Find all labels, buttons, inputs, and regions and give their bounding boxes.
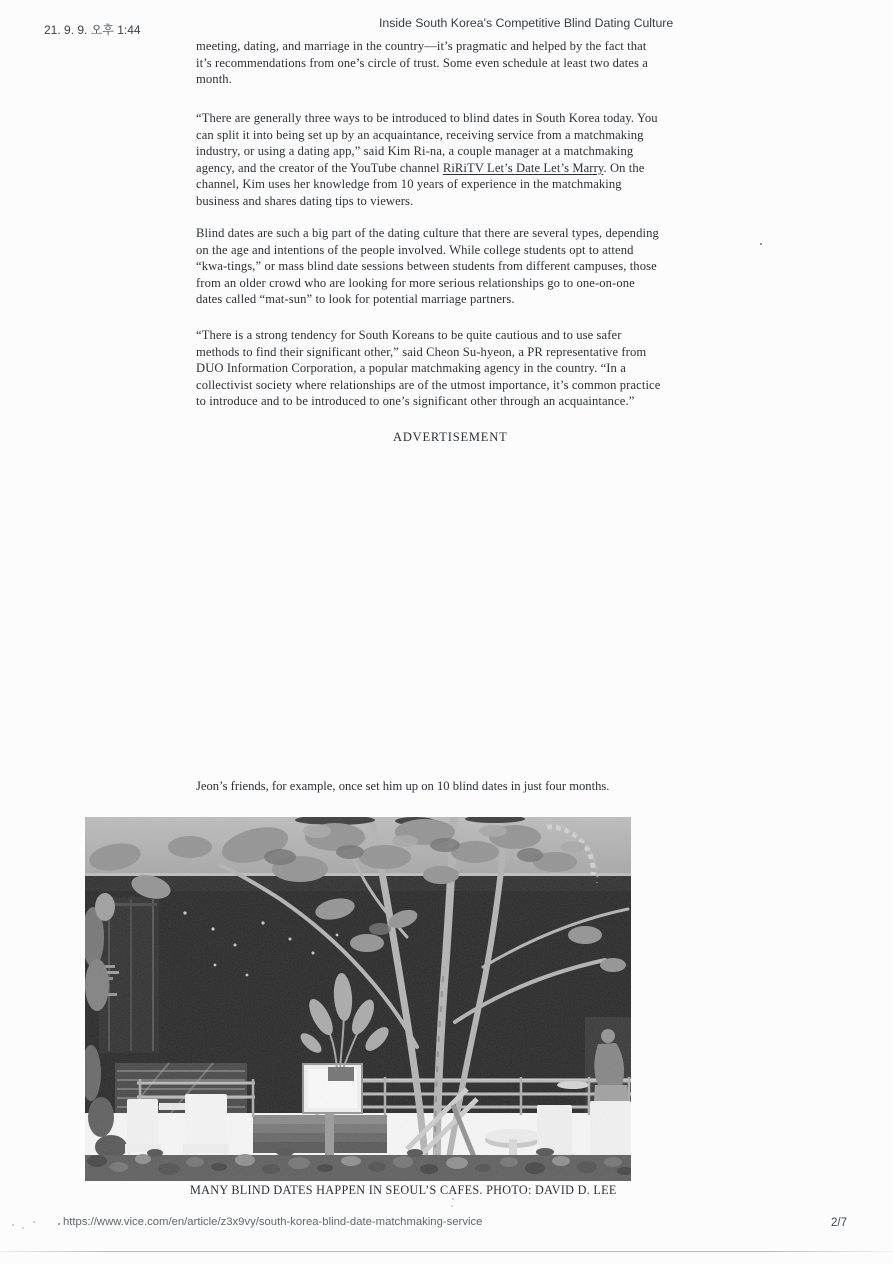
page-title: Inside South Korea's Competitive Blind Dating Culture [379, 16, 674, 30]
photo-caption: MANY BLIND DATES HAPPEN IN SEOUL’S CAFES. PHOTO: DAVID D. LEE [190, 1183, 617, 1197]
paragraph-3 [196, 225, 659, 308]
text-line: it’s recommendations from one’s circle of trust. Some even schedule at least two dates a [196, 55, 648, 70]
text-line: month. [196, 72, 232, 87]
text-line: “There is a strong tendency for South Koreans to be quite cautious and to use safer [196, 328, 622, 342]
text-line: “There are generally three ways to be introduced to blind dates in South Korea today. You [196, 111, 658, 125]
text-line: meeting, dating, and marriage in the country—it’s pragmatic and helped by the fact that [196, 39, 647, 53]
scan-speck [58, 1223, 60, 1225]
page-bottom-divider [0, 1251, 893, 1252]
paragraph-5: Jeon’s friends, for example, once set him up on 10 blind dates in just four months. [196, 779, 610, 793]
youtube-channel-link[interactable]: RiRiTV Let’s Date Let’s Marry [442, 160, 604, 175]
paragraph-1 [196, 38, 648, 88]
text-line: collectivist society where relationships are of the utmost importance, it’s common practice [196, 377, 661, 392]
link-pre-text: agency, and the creator of the YouTube channel [196, 160, 443, 175]
scan-speck [33, 1221, 35, 1223]
footer-url: https://www.vice.com/en/article/z3x9vy/south-korea-blind-date-matchmaking-service [63, 1216, 483, 1228]
link-post-text: . On the [603, 160, 645, 175]
text-line: “kwa-tings,” or mass blind date sessions between students from different campuses, those [196, 259, 657, 274]
scan-speck [451, 1205, 453, 1207]
scan-speck [452, 1198, 454, 1200]
advertisement-label: ADVERTISEMENT [393, 430, 508, 444]
text-line: channel, Kim uses her knowledge from 10 years of experience in the matchmaking [196, 177, 622, 192]
page-indicator: 2/7 [831, 1217, 847, 1229]
text-line: Blind dates are such a big part of the dating culture that there are several types, depending [196, 226, 659, 240]
scan-speck [22, 1227, 24, 1229]
text-line-with-link [196, 160, 658, 177]
text-line: methods to find their significant other,” said Cheon Su-hyeon, a PR representative from [196, 344, 647, 359]
text-line: from an older crowd who are looking for more serious relationships go to one-on-one [196, 275, 635, 290]
scan-speck [760, 243, 762, 245]
print-header-timestamp: 21. 9. 9. 오후 1:44 [44, 23, 141, 37]
text-line: DUO Information Corporation, a popular matchmaking agency in the country. “In a [196, 361, 626, 376]
text-line: on the age and intentions of the people involved. While college students opt to attend [196, 242, 634, 257]
paragraph-4 [196, 327, 660, 410]
text-line: industry, or using a dating app,” said Kim Ri-na, a couple manager at a matchmaking [196, 144, 634, 159]
text-line: can split it into being set up by an acquaintance, receiving service from a matchmaking [196, 127, 644, 142]
paragraph-2 [196, 110, 658, 210]
text-line: dates called “mat-sun” to look for potential marriage partners. [196, 292, 515, 307]
cafe-photo [85, 817, 631, 1181]
scan-speck [12, 1224, 14, 1226]
text-line: to introduce and to be introduced to one’s significant other through an acquaintance.” [196, 394, 635, 409]
text-line: business and shares dating tips to viewers. [196, 193, 414, 208]
